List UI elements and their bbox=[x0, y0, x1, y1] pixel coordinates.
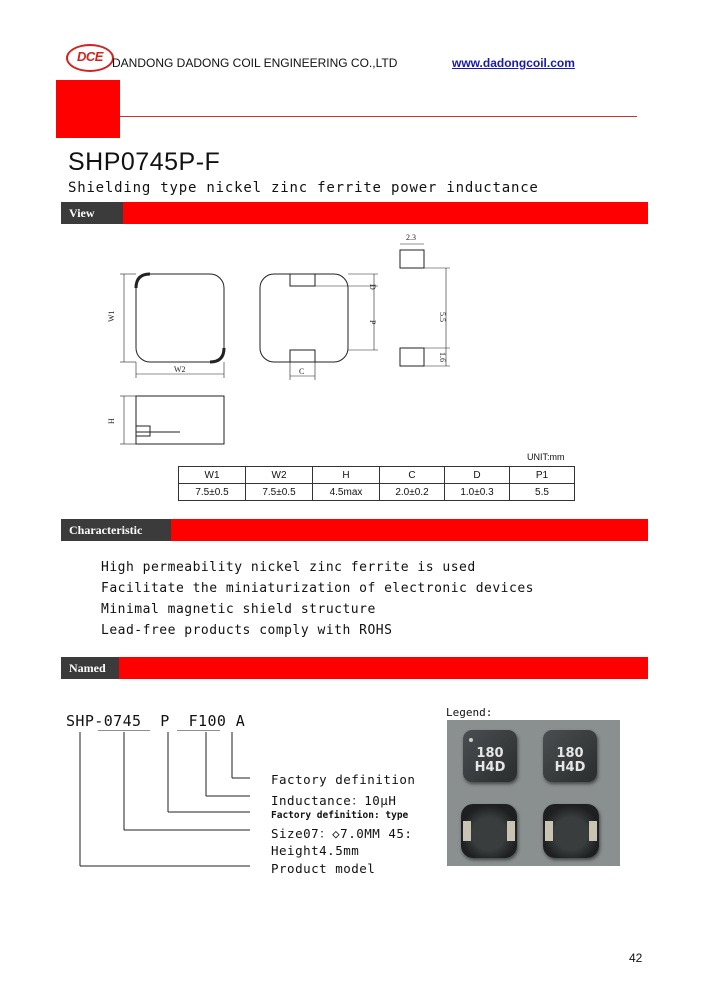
naming-leader-lines bbox=[60, 730, 270, 875]
table-cell: 4.5max bbox=[313, 484, 380, 501]
naming-line-model: Product model bbox=[271, 861, 376, 876]
chip-top-right bbox=[543, 730, 597, 782]
label-d: D bbox=[368, 284, 377, 290]
table-row bbox=[179, 484, 575, 501]
solder-pad bbox=[507, 821, 515, 841]
product-description: Shielding type nickel zinc ferrite power inductance bbox=[68, 180, 539, 196]
label-p: P bbox=[368, 320, 377, 325]
list-item: High permeability nickel zinc ferrite is used bbox=[101, 560, 476, 575]
section-bar-named bbox=[61, 657, 648, 679]
header-red-block bbox=[56, 80, 120, 138]
section-title-named: Named bbox=[61, 657, 119, 679]
solder-pad bbox=[589, 821, 597, 841]
table-header-cell: W1 bbox=[179, 467, 246, 484]
table-header-cell: H bbox=[313, 467, 380, 484]
label-land-top: 2.3 bbox=[406, 233, 416, 242]
label-w1: W1 bbox=[107, 310, 116, 322]
list-item: Lead-free products comply with ROHS bbox=[101, 623, 393, 638]
label-land-mid: 5.5 bbox=[438, 312, 447, 322]
table-header-cell: C bbox=[380, 467, 445, 484]
table-header-cell: P1 bbox=[510, 467, 575, 484]
product-title: SHP0745P-F bbox=[68, 148, 221, 176]
chip-bottom-left bbox=[461, 804, 517, 858]
polarity-dot bbox=[469, 738, 473, 742]
legend-label: Legend: bbox=[446, 706, 493, 719]
solder-pad bbox=[545, 821, 553, 841]
chip-marking: 180 bbox=[476, 746, 504, 761]
dimension-drawing bbox=[100, 228, 560, 450]
table-cell: 7.5±0.5 bbox=[179, 484, 246, 501]
table-header-cell: D bbox=[445, 467, 510, 484]
part-number-code: SHP-0745 P F100 A bbox=[66, 712, 246, 730]
page-number: 42 bbox=[629, 951, 643, 965]
table-cell: 5.5 bbox=[510, 484, 575, 501]
section-title-characteristic: Characteristic bbox=[61, 519, 171, 541]
company-name: DANDONG DADONG COIL ENGINEERING CO.,LTD bbox=[112, 56, 398, 70]
chip-marking: H4D bbox=[474, 760, 506, 775]
chip-marking: 180 bbox=[556, 746, 584, 761]
chip-marking: H4D bbox=[554, 760, 586, 775]
table-cell: 2.0±0.2 bbox=[380, 484, 445, 501]
table-cell: 1.0±0.3 bbox=[445, 484, 510, 501]
website-link[interactable]: www.dadongcoil.com bbox=[452, 56, 575, 70]
chip-top-left bbox=[463, 730, 517, 782]
product-photo bbox=[447, 720, 620, 866]
solder-pad bbox=[463, 821, 471, 841]
unit-label: UNIT:mm bbox=[527, 452, 565, 462]
naming-line-size: Size07：◇7.0MM 45: bbox=[271, 826, 413, 841]
naming-line-height: Height4.5mm bbox=[271, 843, 360, 858]
label-h: H bbox=[107, 418, 116, 424]
naming-line-inductance: Inductance：10μH bbox=[271, 793, 397, 808]
naming-line-factory: Factory definition bbox=[271, 772, 416, 787]
table-header-row bbox=[179, 467, 575, 484]
list-item: Minimal magnetic shield structure bbox=[101, 602, 376, 617]
label-c: C bbox=[299, 367, 305, 376]
list-item: Facilitate the miniaturization of electronic devices bbox=[101, 581, 534, 596]
section-bar-view bbox=[61, 202, 648, 224]
header-rule bbox=[120, 116, 637, 117]
table-cell: 7.5±0.5 bbox=[246, 484, 313, 501]
dimension-table bbox=[178, 466, 575, 501]
label-land-bottom: 1.6 bbox=[438, 352, 447, 362]
company-logo: DCE bbox=[66, 44, 114, 72]
table-header-cell: W2 bbox=[246, 467, 313, 484]
chip-bottom-right bbox=[543, 804, 599, 858]
naming-line-type: Factory definition: type bbox=[271, 810, 409, 821]
section-bar-characteristic bbox=[61, 519, 648, 541]
label-w2: W2 bbox=[174, 365, 186, 374]
section-title-view: View bbox=[61, 202, 123, 224]
